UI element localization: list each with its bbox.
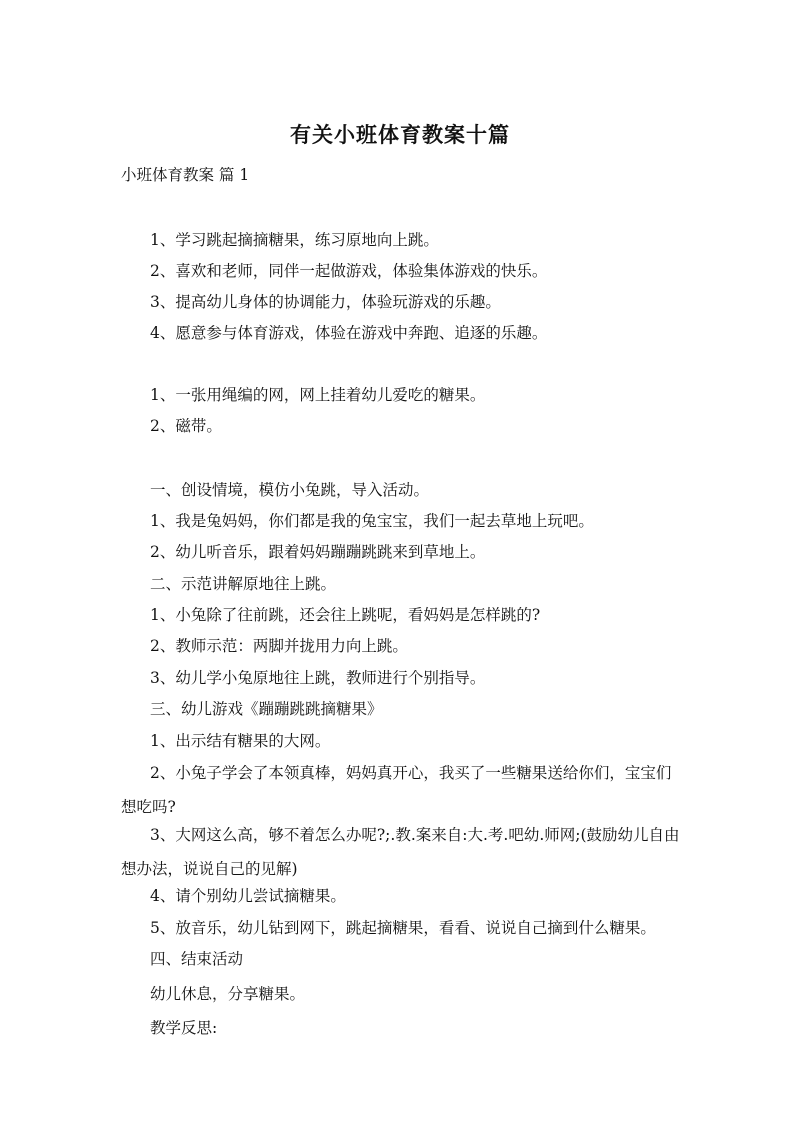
process-line: 1、小兔除了往前跳，还会往上跳呢，看妈妈是怎样跳的?	[150, 606, 541, 624]
goal-item: 1、学习跳起摘摘糖果，练习原地向上跳。	[150, 231, 439, 249]
closing-line: 幼儿休息，分享糖果。	[150, 985, 306, 1003]
material-item: 1、一张用绳编的网，网上挂着幼儿爱吃的糖果。	[150, 386, 486, 404]
process-line: 三、幼儿游戏《蹦蹦跳跳摘糖果》	[150, 700, 383, 718]
process-line: 1、出示结有糖果的大网。	[150, 732, 331, 750]
closing-line: 4、请个别幼儿尝试摘糖果。	[150, 887, 346, 905]
goal-item: 2、喜欢和老师，同伴一起做游戏，体验集体游戏的快乐。	[150, 262, 548, 280]
process-paragraph: 2、小兔子学会了本领真棒，妈妈真开心，我买了一些糖果送给你们，宝宝们想吃吗?	[121, 764, 672, 816]
process-line: 2、幼儿听音乐，跟着妈妈蹦蹦跳跳来到草地上。	[150, 543, 486, 561]
closing-line: 教学反思:	[150, 1019, 218, 1037]
process-line: 2、教师示范：两脚并拢用力向上跳。	[150, 637, 408, 655]
closing-line: 5、放音乐，幼儿钻到网下，跳起摘糖果，看看、说说自己摘到什么糖果。	[150, 919, 656, 937]
goal-item: 3、提高幼儿身体的协调能力，体验玩游戏的乐趣。	[150, 293, 501, 311]
process-line: 3、幼儿学小兔原地往上跳，教师进行个别指导。	[150, 669, 486, 687]
process-line: 一、创设情境，模仿小兔跳，导入活动。	[150, 481, 430, 499]
process-line: 二、示范讲解原地往上跳。	[150, 575, 337, 593]
document-title: 有关小班体育教案十篇	[290, 123, 510, 147]
process-line: 1、我是兔妈妈，你们都是我的兔宝宝，我们一起去草地上玩吧。	[150, 512, 594, 530]
goal-item: 4、愿意参与体育游戏，体验在游戏中奔跑、追逐的乐趣。	[150, 324, 548, 342]
section-heading: 小班体育教案 篇 1	[121, 166, 250, 184]
process-paragraph: 3、大网这么高，够不着怎么办呢?;.教.案来自:大.考.吧幼.师网;(鼓励幼儿自由想办法，说说自己的见解)	[121, 826, 680, 878]
closing-line: 四、结束活动	[150, 950, 244, 968]
material-item: 2、磁带。	[150, 417, 222, 435]
